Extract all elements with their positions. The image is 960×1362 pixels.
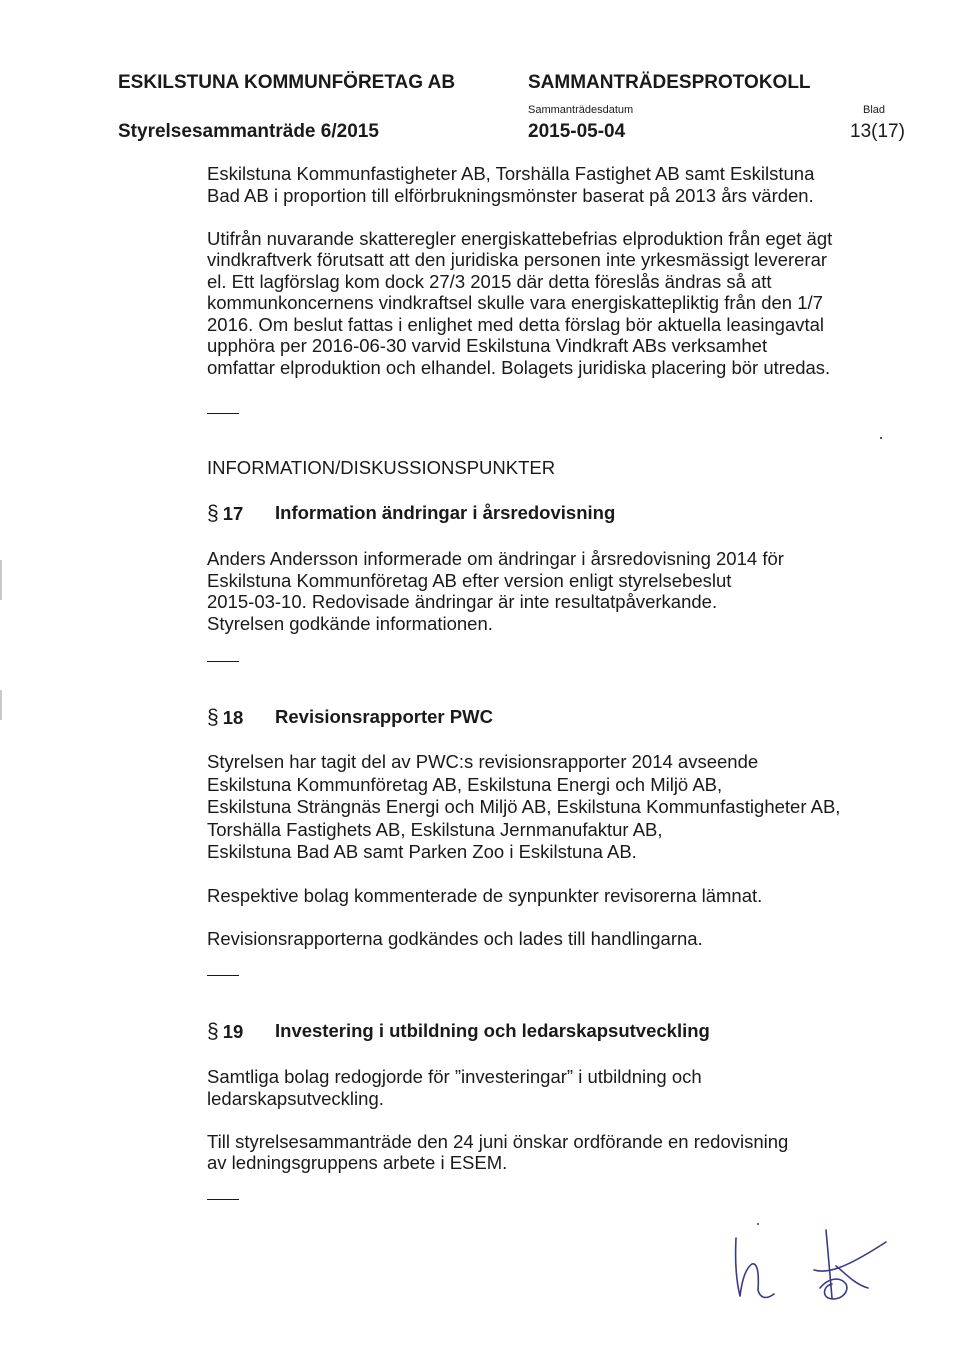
meeting-title: Styrelsesammanträde 6/2015 — [118, 121, 379, 142]
document-type: SAMMANTRÄDESPROTOKOLL — [528, 72, 811, 93]
section-divider — [207, 413, 239, 414]
scan-edge-mark — [0, 560, 2, 600]
text-line — [207, 864, 897, 885]
section-divider — [207, 1199, 239, 1200]
section-title: Information ändringar i årsredovisning — [275, 502, 616, 523]
scan-edge-mark — [0, 690, 2, 720]
text-line — [207, 1109, 897, 1131]
text-line: Anders Andersson informerade om ändringar i årsredovisning 2014 för — [207, 548, 784, 569]
organization-name: ESKILSTUNA KOMMUNFÖRETAG AB — [118, 72, 456, 93]
page-label: Blad — [863, 104, 886, 116]
section-divider — [207, 661, 239, 662]
text-line: 2016. Om beslut fattas i enlighet med detta förslag bör aktuella leasingavtal — [207, 313, 825, 335]
section-number: 19 — [222, 1021, 244, 1042]
section-number: 18 — [222, 707, 244, 728]
text-line — [207, 206, 897, 228]
text-line: omfattar elproduktion och elhandel. Bolagets juridiska placering bör utredas. — [207, 356, 831, 378]
text-line: Revisionsrapporterna godkändes och lades till handlingarna. — [207, 928, 703, 949]
info-heading: INFORMATION/DISKUSSIONSPUNKTER — [207, 457, 556, 478]
text-line: Eskilstuna Kommunfastigheter AB, Torshälla Fastighet AB samt Eskilstuna — [207, 163, 815, 184]
text-line: vindkraftverk förutsatt att den juridiska personen inte yrkesmässigt levererar — [207, 249, 828, 270]
date-label: Sammanträdesdatum — [528, 104, 634, 116]
text-line: 2015-03-10. Redovisade ändringar är inte resultatpåverkande. — [207, 591, 718, 612]
text-line: ledarskapsutveckling. — [207, 1087, 384, 1109]
text-line: av ledningsgruppens arbete i ESEM. — [207, 1152, 508, 1173]
handwritten-initials — [728, 1218, 898, 1308]
section-number: 17 — [222, 503, 244, 524]
text-line: Respektive bolag kommenterade de synpunkter revisorerna lämnat. — [207, 884, 763, 906]
text-line: el. Ett lagförslag kom dock 27/3 2015 där detta föreslås ändras så att — [207, 270, 772, 292]
text-line: Utifrån nuvarande skatteregler energiskattebefrias elproduktion från eget ägt — [207, 227, 833, 249]
section-18-text — [207, 751, 897, 951]
text-line: Bad AB i proportion till elförbrukningsmönster baserat på 2013 års värden. — [207, 184, 814, 206]
section-sign: § — [207, 1020, 219, 1043]
text-line: Styrelsen har tagit del av PWC:s revisionsrapporter 2014 avseende — [207, 751, 759, 772]
text-line: Torshälla Fastighets AB, Eskilstuna Jernmanufaktur AB, — [207, 818, 663, 840]
text-line — [207, 907, 897, 928]
section-divider — [207, 975, 239, 976]
text-line: upphöra per 2016-06-30 varvid Eskilstuna Vindkraft ABs verksamhet — [207, 335, 768, 356]
intro-text — [207, 163, 897, 378]
section-17-text — [207, 548, 897, 634]
scan-speck — [880, 437, 882, 439]
section-heading — [207, 1020, 897, 1044]
text-line: Eskilstuna Bad AB samt Parken Zoo i Eskilstuna AB. — [207, 841, 637, 862]
page-number: 13(17) — [850, 121, 905, 142]
section-title: Revisionsrapporter PWC — [275, 706, 493, 727]
section-heading — [207, 502, 897, 526]
text-line: Eskilstuna Strängnäs Energi och Miljö AB, Eskilstuna Kommunfastigheter AB, — [207, 796, 841, 817]
text-line: Styrelsen godkände informationen. — [207, 612, 493, 634]
meeting-date: 2015-05-04 — [528, 121, 626, 142]
section-heading — [207, 706, 897, 730]
section-title: Investering i utbildning och ledarskapsutveckling — [275, 1020, 710, 1041]
text-line: kommunkoncernens vindkraftsel skulle vara energiskattepliktig från den 1/7 — [207, 292, 823, 313]
text-line: Eskilstuna Kommunföretag AB efter version enligt styrelsebeslut — [207, 569, 732, 591]
text-line: Samtliga bolag redogjorde för ”investeringar” i utbildning och — [207, 1066, 702, 1087]
section-sign: § — [207, 502, 219, 525]
text-line: Till styrelsesammanträde den 24 juni önskar ordförande en redovisning — [207, 1130, 789, 1152]
text-line: Eskilstuna Kommunföretag AB, Eskilstuna Energi och Miljö AB, — [207, 773, 723, 795]
section-sign: § — [207, 706, 219, 729]
section-19-text — [207, 1066, 897, 1174]
